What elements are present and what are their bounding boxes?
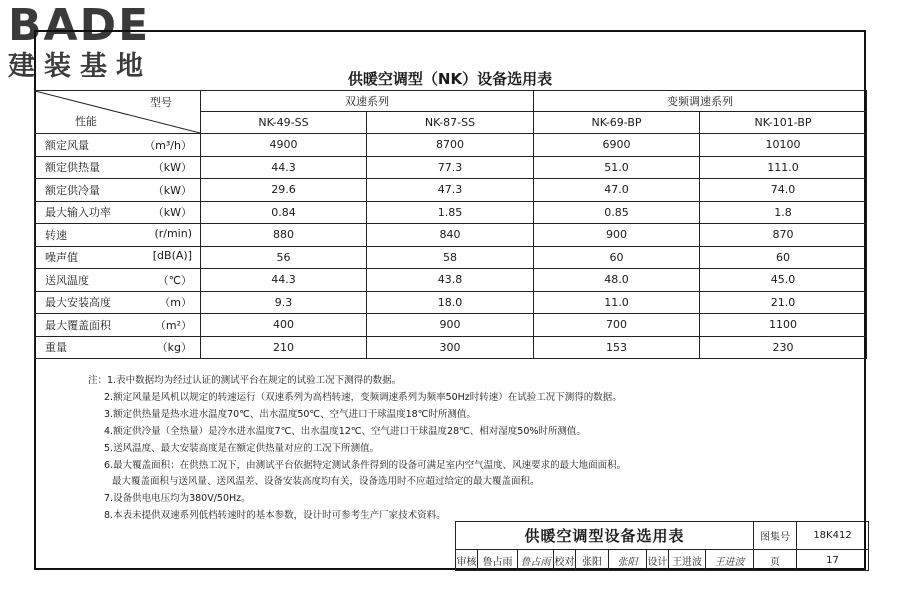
param-name: 重量 (45, 341, 67, 355)
table-cell: 870 (700, 224, 867, 247)
table-row (35, 269, 867, 292)
table-cell: 43.8 (367, 269, 534, 292)
table-cell: 9.3 (201, 291, 367, 314)
table-cell: 111.0 (700, 156, 867, 179)
table-cell: 840 (367, 224, 534, 247)
equipment-spec-table (34, 90, 867, 359)
table-cell: 45.0 (700, 269, 867, 292)
param-unit: [dB(A)] (152, 249, 192, 263)
table-cell: 47.3 (367, 179, 534, 202)
logo-subtitle: 建装基地 (8, 51, 152, 82)
param-name: 额定供热量 (45, 161, 100, 175)
table-cell: 230 (700, 336, 867, 359)
table-cell: 1.85 (367, 201, 534, 224)
param-name: 额定供冷量 (45, 183, 100, 197)
note-line: 最大覆盖面积与送风量、送风温差、设备安装高度均有关，设备选用时不应超过给定的最大覆盖面积。 (112, 476, 540, 488)
param-unit: （kW） (152, 183, 192, 197)
table-cell: 900 (367, 314, 534, 337)
designer-name: 王进波 (669, 550, 706, 571)
param-name: 最大安装高度 (45, 296, 111, 310)
table-row (35, 246, 867, 269)
param-name: 额定风量 (45, 138, 89, 152)
param-unit: （m³/h） (144, 138, 192, 152)
table-cell: 48.0 (534, 269, 700, 292)
design-label: 设计 (647, 550, 669, 571)
table-cell: 10100 (700, 134, 867, 157)
note-line: 2.额定风量是风机以规定的转速运行（双速系列为高档转速，变频调速系列为频率50Hz时转速）在试验工况下测得的数据。 (104, 391, 622, 403)
param-unit: （m） (159, 296, 192, 310)
table-cell: 153 (534, 336, 700, 359)
table-title: 供暖空调型（NK）设备选用表 (347, 70, 553, 88)
checker-signature: 张阳 (609, 550, 647, 571)
param-name: 送风温度 (45, 273, 89, 287)
table-cell: 880 (201, 224, 367, 247)
param-unit: （kW） (152, 206, 192, 220)
table-cell: 1.8 (700, 201, 867, 224)
table-cell: 77.3 (367, 156, 534, 179)
check-label: 校对 (554, 550, 576, 571)
table-cell: 400 (201, 314, 367, 337)
table-cell: 8700 (367, 134, 534, 157)
table-cell: 56 (201, 246, 367, 269)
note-line: 4.额定供冷量（全热量）是冷水进水温度7℃、出水温度12℃、空气进口干球温度28℃、相对湿度50%时所测值。 (104, 425, 586, 437)
table-cell: 60 (534, 246, 700, 269)
note-line: 6.最大覆盖面积：在供热工况下，由测试平台依据特定测试条件得到的设备可满足室内空气温度、风速要求的最大地面面积。 (104, 459, 627, 471)
param-name: 最大输入功率 (45, 206, 111, 220)
table-cell: 0.84 (201, 201, 367, 224)
table-row (35, 156, 867, 179)
table-row (35, 179, 867, 202)
table-cell: 4900 (201, 134, 367, 157)
param-unit: （℃） (157, 273, 192, 287)
table-row (35, 134, 867, 157)
review-label: 审核 (456, 550, 478, 571)
table-row (35, 314, 867, 337)
table-cell: 0.85 (534, 201, 700, 224)
model-header: NK-49-SS (201, 112, 367, 134)
table-cell: 47.0 (534, 179, 700, 202)
model-header: NK-69-BP (534, 112, 700, 134)
note-line: 8.本表未提供双速系列低档转速时的基本参数，设计时可参考生产厂家技术资料。 (104, 510, 446, 522)
param-unit: （kW） (152, 161, 192, 175)
table-cell: 44.3 (201, 156, 367, 179)
table-cell: 1100 (700, 314, 867, 337)
table-cell: 700 (534, 314, 700, 337)
param-unit: （m²） (154, 318, 192, 332)
page-number: 17 (797, 550, 869, 571)
table-cell: 18.0 (367, 291, 534, 314)
designer-signature: 王进波 (706, 550, 754, 571)
note-line: 7.设备供电电压均为380V/50Hz。 (104, 493, 251, 505)
reviewer-name: 鲁占雨 (478, 550, 518, 571)
table-cell: 21.0 (700, 291, 867, 314)
table-cell: 300 (367, 336, 534, 359)
sheet-title: 供暖空调型设备选用表 (456, 522, 754, 550)
table-row (35, 224, 867, 247)
group-variable-frequency: 变频调速系列 (534, 91, 867, 112)
table-cell: 210 (201, 336, 367, 359)
table-row (35, 291, 867, 314)
atlas-number: 18K412 (797, 522, 869, 550)
param-name: 最大覆盖面积 (45, 318, 111, 332)
notes-section (88, 373, 858, 525)
header-corner-cell (35, 91, 201, 134)
logo-brand: BADE (8, 0, 151, 51)
table-cell: 900 (534, 224, 700, 247)
table-cell: 29.6 (201, 179, 367, 202)
table-cell: 11.0 (534, 291, 700, 314)
table-cell: 6900 (534, 134, 700, 157)
param-name: 转速 (45, 228, 67, 242)
note-line: 注：1.表中数据均为经过认证的测试平台在规定的试验工况下测得的数据。 (88, 375, 402, 386)
model-header: NK-87-SS (367, 112, 534, 134)
param-name: 噪声值 (45, 251, 78, 265)
page-label: 页 (754, 550, 797, 571)
table-row (35, 336, 867, 359)
table-row (35, 201, 867, 224)
table-cell: 44.3 (201, 269, 367, 292)
title-block (455, 521, 869, 571)
note-line: 3.额定供热量是热水进水温度70℃、出水温度50℃、空气进口干球温度18℃时所测值。 (104, 408, 476, 420)
diagonal-line (35, 91, 200, 133)
table-cell: 60 (700, 246, 867, 269)
table-cell: 51.0 (534, 156, 700, 179)
checker-name: 张阳 (576, 550, 609, 571)
model-label: 型号 (150, 96, 172, 109)
atlas-label: 图集号 (754, 522, 797, 550)
model-header: NK-101-BP (700, 112, 867, 134)
param-unit: (r/min) (154, 226, 192, 240)
performance-label: 性能 (75, 115, 97, 128)
table-cell: 74.0 (700, 179, 867, 202)
group-dual-speed: 双速系列 (201, 91, 534, 112)
param-unit: （kg） (156, 341, 192, 355)
reviewer-signature: 鲁占雨 (518, 550, 554, 571)
table-cell: 58 (367, 246, 534, 269)
note-line: 5.送风温度、最大安装高度是在额定供热量对应的工况下所测值。 (104, 442, 380, 454)
